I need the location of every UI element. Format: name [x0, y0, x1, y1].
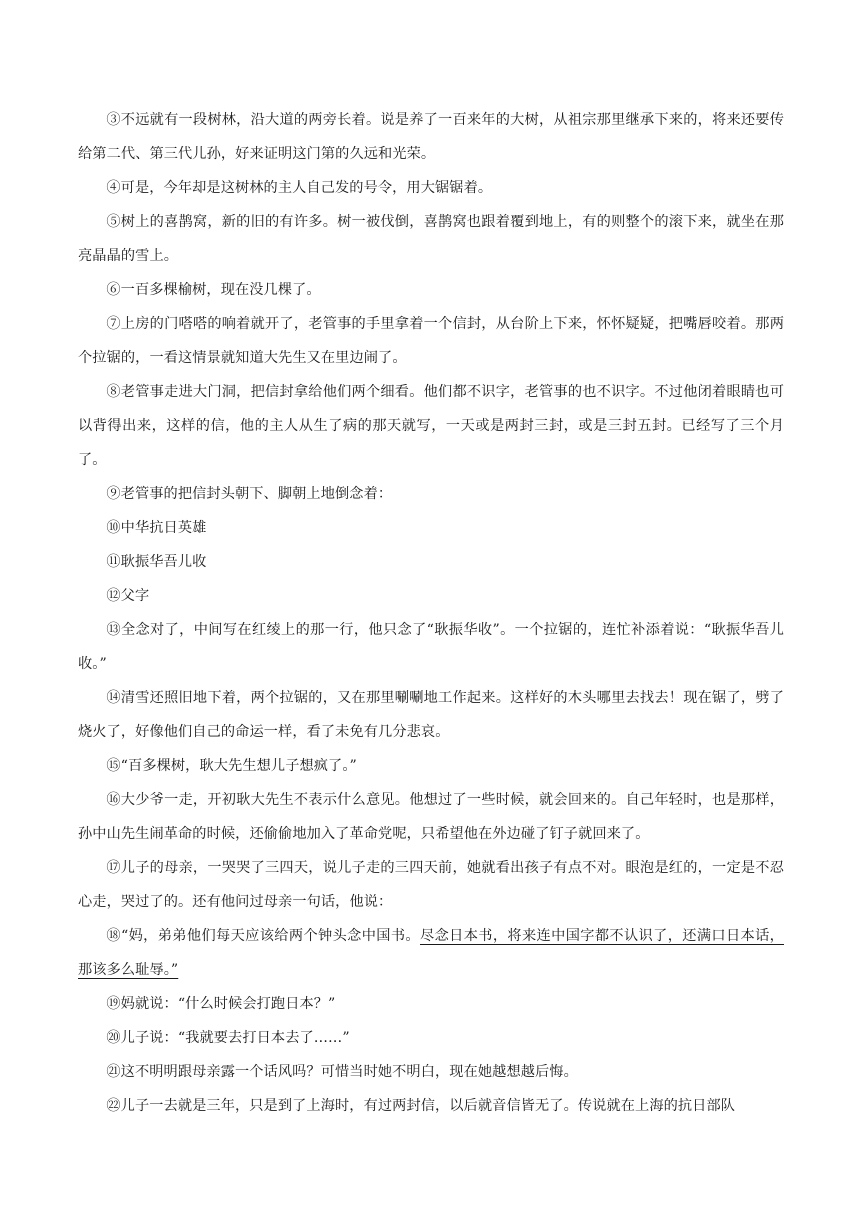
paragraph-10: ⑩中华抗日英雄 — [106, 520, 207, 536]
paragraph-18-underlined-text: 尽念日本书，将来连中国字都不认识了，还满口日本话，那该多么耻辱。” — [78, 928, 784, 978]
paragraph-18 — [78, 919, 784, 987]
document-page — [78, 103, 784, 1123]
paragraph-14: ⑭清雪还照旧地下着，两个拉锯的，又在那里唰唰地工作起来。这样好的木头哪里去找去！现在锯了，劈了烧火了，好像他们自己的命运一样，看了未免有几分悲哀。 — [78, 690, 784, 740]
paragraph-21: ㉑这不明明跟母亲露一个话风吗？可惜当时她不明白，现在她越想越后悔。 — [106, 1064, 578, 1080]
paragraph-19: ⑲妈就说：“什么时候会打跑日本？” — [106, 996, 336, 1012]
paragraph-11: ⑪耿振华吾儿收 — [106, 554, 207, 570]
paragraph-5: ⑤树上的喜鹊窝，新的旧的有许多。树一被伐倒，喜鹊窝也跟着覆到地上，有的则整个的滚下来，就坐在那亮晶晶的雪上。 — [78, 214, 784, 264]
paragraph-18-plain-text: ⑱“妈，弟弟他们每天应该给两个钟头念中国书。 — [106, 928, 420, 944]
paragraph-3: ③不远就有一段树林，沿大道的两旁长着。说是养了一百来年的大树，从祖宗那里继承下来的，将来还要传给第二代、第三代儿孙，好来证明这门第的久远和光荣。 — [78, 112, 784, 162]
paragraph-17: ⑰儿子的母亲，一哭哭了三四天，说儿子走的三四天前，她就看出孩子有点不对。眼泡是红的，一定是不忍心走，哭过了的。还有他问过母亲一句话，他说： — [78, 860, 784, 910]
paragraph-7: ⑦上房的门嗒嗒的响着就开了，老管事的手里拿着一个信封，从台阶上下来，怀怀疑疑，把嘴唇咬着。那两个拉锯的，一看这情景就知道大先生又在里边闹了。 — [78, 316, 784, 366]
paragraph-16: ⑯大少爷一走，开初耿大先生不表示什么意见。他想过了一些时候，就会回来的。自己年轻时，也是那样，孙中山先生闹革命的时候，还偷偷地加入了革命党呢，只希望他在外边碰了钉子就回来了。 — [78, 792, 784, 842]
paragraph-20: ⑳儿子说：“我就要去打日本去了……” — [106, 1030, 350, 1046]
paragraph-8: ⑧老管事走进大门洞，把信封拿给他们两个细看。他们都不识字，老管事的也不识字。不过他闭着眼睛也可以背得出来，这样的信，他的主人从生了病的那天就写，一天或是两封三封，或是三封五封。已经写了三个月了。 — [78, 384, 784, 468]
paragraph-9: ⑨老管事的把信封头朝下、脚朝上地倒念着： — [106, 486, 393, 502]
paragraph-22: ㉒儿子一去就是三年，只是到了上海时，有过两封信，以后就音信皆无了。传说就在上海的抗日部队 — [106, 1098, 736, 1114]
paragraph-15: ⑮“百多棵树，耿大先生想儿子想疯了。” — [106, 758, 357, 774]
paragraph-6: ⑥一百多棵榆树，现在没几棵了。 — [106, 282, 321, 298]
paragraph-13: ⑬全念对了，中间写在红绫上的那一行，他只念了“耿振华收”。一个拉锯的，连忙补添着说：“耿振华吾儿收。” — [78, 622, 784, 672]
paragraph-4: ④可是，今年却是这树林的主人自己发的号令，用大锯锯着。 — [106, 180, 493, 196]
paragraph-12: ⑫父字 — [106, 588, 150, 604]
